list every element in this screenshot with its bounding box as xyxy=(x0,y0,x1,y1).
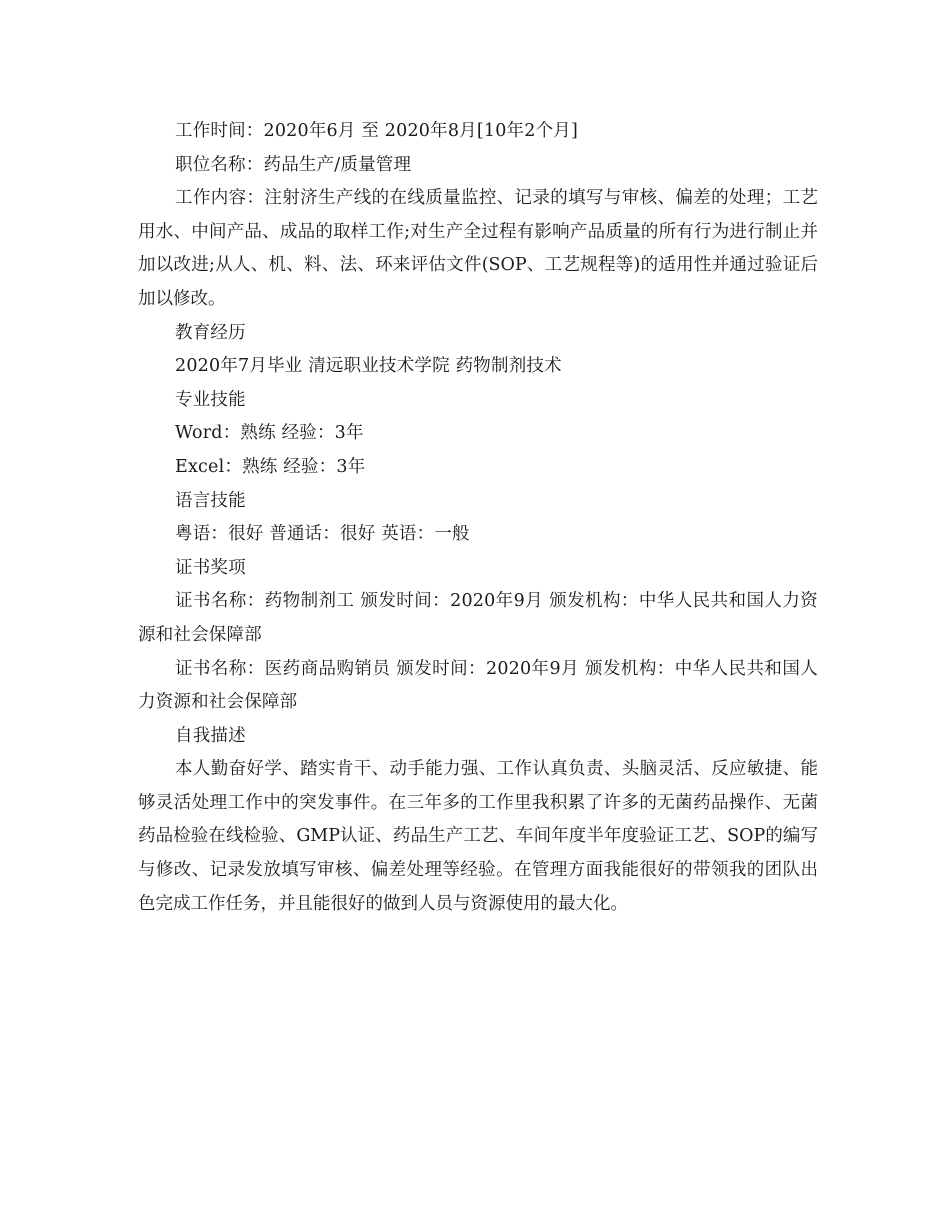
work-content: 工作内容：注射济生产线的在线质量监控、记录的填写与审核、偏差的处理；工艺用水、中间产品、成品的取样工作;对生产全过程有影响产品质量的所有行为进行制止并加以改进;从人、机、料、法、环来评估文件(SOP、工艺规程等)的适用性并通过验证后加以修改。 xyxy=(138,188,818,309)
work-time: 工作时间：2020年6月 至 2020年8月[10年2个月] xyxy=(175,121,579,141)
languages-entry: 粤语：很好 普通话：很好 英语：一般 xyxy=(175,524,470,545)
work-position: 职位名称：药品生产/质量管理 xyxy=(175,154,412,175)
certificate-item: 证书名称：医药商品购销员 颁发时间：2020年9月 颁发机构：中华人民共和国人力资源和社会保障部 xyxy=(138,658,818,713)
skill-item-word: Word：熟练 经验：3年 xyxy=(175,423,364,444)
skills-heading: 专业技能 xyxy=(175,389,246,410)
languages-heading: 语言技能 xyxy=(175,490,246,511)
education-entry: 2020年7月毕业 清远职业技术学院 药物制剂技术 xyxy=(175,356,562,377)
resume-page xyxy=(138,115,818,921)
certificates-heading: 证书奖项 xyxy=(175,557,246,578)
self-description-text: 本人勤奋好学、踏实肯干、动手能力强、工作认真负责、头脑灵活、反应敏捷、能够灵活处理工作中的突发事件。在三年多的工作里我积累了许多的无菌药品操作、无菌药品检验在线检验、GMP认证、药品生产工艺、车间年度半年度验证工艺、SOP的编写与修改、记录发放填写审核、偏差处理等经验。在管理方面我能很好的带领我的团队出色完成工作任务，并且能很好的做到人员与资源使用的最大化。 xyxy=(138,759,818,914)
education-heading: 教育经历 xyxy=(175,322,246,343)
self-description-heading: 自我描述 xyxy=(175,725,246,746)
skill-item-excel: Excel：熟练 经验：3年 xyxy=(175,456,366,477)
certificate-item: 证书名称：药物制剂工 颁发时间：2020年9月 颁发机构：中华人民共和国人力资源和社会保障部 xyxy=(138,591,818,645)
